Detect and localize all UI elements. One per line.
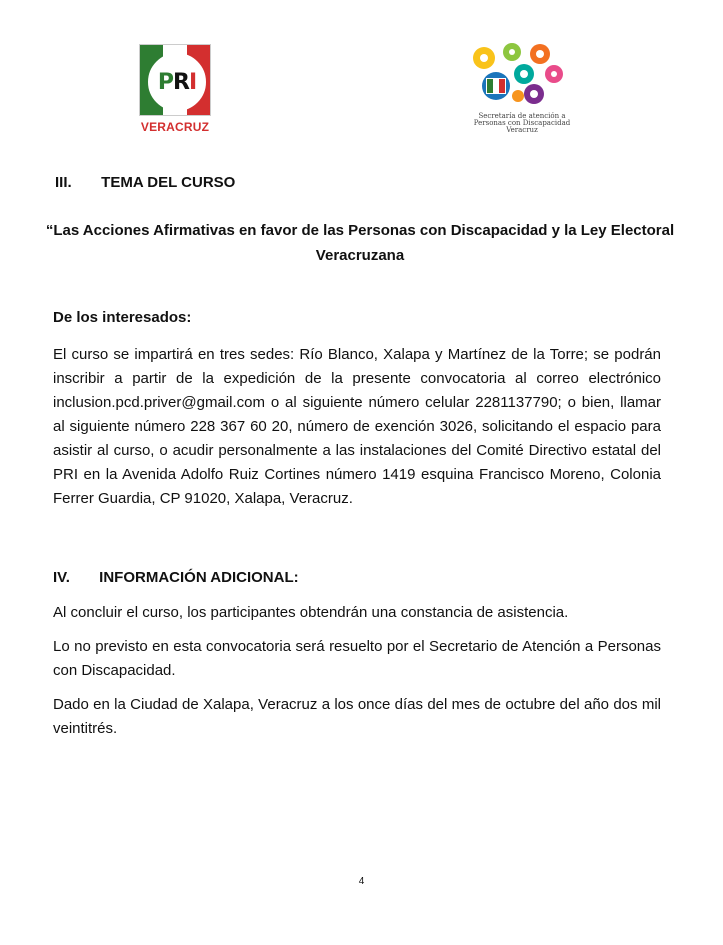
section-3-number: III. [55,174,72,191]
section-4-heading [53,569,299,586]
logo-veracruz-label: VERACRUZ [140,120,210,134]
course-title: “Las Acciones Afirmativas en favor de las Personas con Discapacidad y la Ley Electoral Veracruzana [45,222,675,264]
interesados-heading: De los interesados: [53,309,192,326]
pri-veracruz-logo [135,44,215,134]
pri-emblem [139,44,211,116]
info-paragraph-1: Al concluir el curso, los participantes obtendrán una constancia de asistencia. [53,604,569,621]
interesados-body: El curso se impartirá en tres sedes: Río Blanco, Xalapa y Martínez de la Torre; se podrán inscribir a partir de la expedición de la presente convocatoria al correo electrónico inclusion.pcd.priver@gmail.com o al siguiente número celular 2281137790; o bien, llamar al siguiente número 228 367 60 20, número de exención 3026, solicitando el espacio para asistir al curso, o acudir personalmente a las instalaciones del Comité Directivo estatal del PRI en la Avenida Adolfo Ruiz Cortines número 1419 esquina Francisco Moreno, Colonia Ferrer Guardia, CP 91020, Xalapa, Veracruz. [53,346,661,507]
pri-emblem-text: P R I [148,53,206,111]
info-paragraph-2: Lo no previsto en esta convocatoria será resuelto por el Secretario de Atención a Personas con Discapacidad. [53,638,661,679]
info-paragraph-3: Dado en la Ciudad de Xalapa, Veracruz a los once días del mes de octubre del año dos mil veintitrés. [53,696,661,737]
secretaria-logo-text: Secretaría de atención a Personas con Discapacidad Veracruz [473,112,571,134]
section-4-number: IV. [53,569,70,586]
secretaria-discapacidad-logo [462,40,582,134]
section-4-title: INFORMACIÓN ADICIONAL: [99,569,299,586]
page-number: 4 [358,876,365,887]
gears-icon [462,40,572,106]
section-3-heading [55,174,235,191]
section-3-title: TEMA DEL CURSO [101,174,236,191]
